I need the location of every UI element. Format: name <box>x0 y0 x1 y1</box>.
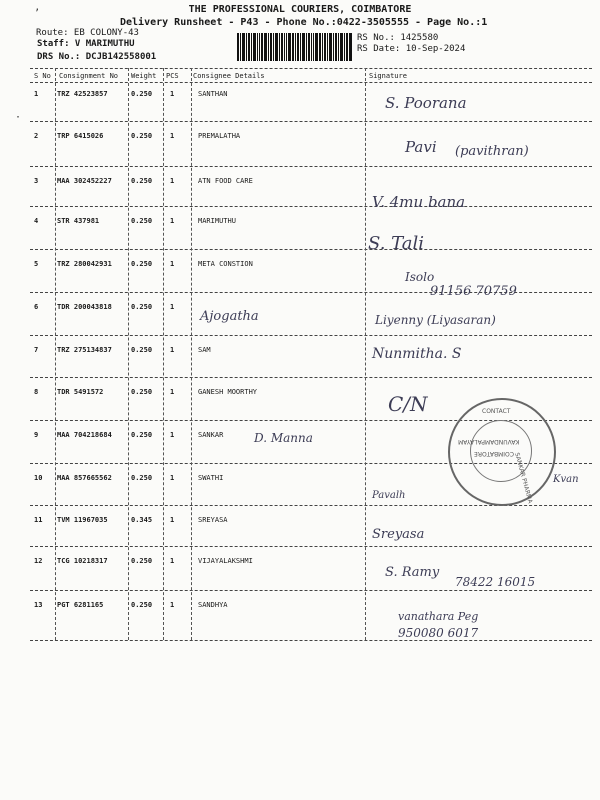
row-pcs: 1 <box>170 601 175 609</box>
table-rule <box>30 206 592 207</box>
row-pcs: 1 <box>170 217 175 225</box>
row-weight: 0.250 <box>131 177 153 185</box>
table-rule <box>30 590 592 591</box>
row-sno: 4 <box>34 217 39 225</box>
header-sno: S No <box>34 72 51 80</box>
row-sno: 5 <box>34 260 39 268</box>
row-consignee: SANKAR <box>198 431 224 439</box>
row-weight: 0.250 <box>131 557 153 565</box>
signature-row-10b: Kvan <box>553 474 579 485</box>
row-pcs: 1 <box>170 303 175 311</box>
header-consignment: Consignment No <box>59 72 119 80</box>
row-sno: 12 <box>34 557 43 565</box>
row-weight: 0.250 <box>131 260 153 268</box>
signature-row-12b: 78422 16015 <box>455 575 536 589</box>
row-consignee: SWATHI <box>198 474 224 482</box>
table-rule <box>30 166 592 167</box>
header-pcs: PCS <box>166 72 179 80</box>
row-consignee: PREMALATHA <box>198 132 241 140</box>
row-pcs: 1 <box>170 346 175 354</box>
header-consignee: Consignee Details <box>193 72 265 80</box>
row-weight: 0.250 <box>131 217 153 225</box>
row-sno: 10 <box>34 474 43 482</box>
stamp-line2-text: COIMBATORE <box>474 450 514 457</box>
row-pcs: 1 <box>170 90 175 98</box>
row-consignment-no: TRZ 42523857 <box>57 90 108 98</box>
row-pcs: 1 <box>170 388 175 396</box>
signature-row-5a: Isolo <box>405 270 435 284</box>
signature-row-2b: (pavithran) <box>455 144 529 159</box>
row-consignment-no: TCG 10218317 <box>57 557 108 565</box>
signature-row-2a: Pavi <box>405 138 437 156</box>
column-rule <box>128 68 129 640</box>
signature-row-11: Sreyasa <box>372 527 425 542</box>
signature-row-3: V. 4mu bana <box>372 193 466 211</box>
table-rule <box>30 546 592 547</box>
row-consignee: SAM <box>198 346 211 354</box>
row-pcs: 1 <box>170 431 175 439</box>
row-pcs: 1 <box>170 557 175 565</box>
column-rule <box>191 68 192 640</box>
row-sno: 1 <box>34 90 39 98</box>
signature-row-8: C/N <box>388 392 428 416</box>
staff-label: Staff: V MARIMUTHU <box>37 39 135 49</box>
scan-mark: ’ <box>34 8 41 19</box>
table-rule <box>30 121 592 122</box>
row-consignment-no: TRP 6415026 <box>57 132 104 140</box>
row-sno: 3 <box>34 177 39 185</box>
stamp-middle-text: KAVUNDAMPALAYAM <box>458 438 520 445</box>
row-consignee: MARIMUTHU <box>198 217 236 225</box>
barcode-image <box>237 33 352 61</box>
column-rule <box>365 68 366 640</box>
table-rule <box>30 82 592 83</box>
row-pcs: 1 <box>170 177 175 185</box>
row-pcs: 1 <box>170 260 175 268</box>
row-sno: 11 <box>34 516 43 524</box>
row-sno: 9 <box>34 431 39 439</box>
row-consignee: SANDHYA <box>198 601 228 609</box>
row-sno: 6 <box>34 303 39 311</box>
row-pcs: 1 <box>170 516 175 524</box>
row-consignment-no: TDR 200043818 <box>57 303 112 311</box>
row-consignment-no: MAA 857665562 <box>57 474 112 482</box>
table-rule <box>30 68 592 69</box>
row-weight: 0.250 <box>131 388 153 396</box>
row-consignment-no: PGT 6281165 <box>57 601 104 609</box>
row-consignee: SANTHAN <box>198 90 228 98</box>
row-weight: 0.250 <box>131 431 153 439</box>
scan-mark: · <box>15 112 22 123</box>
row-consignee: VIJAYALAKSHMI <box>198 557 253 565</box>
signature-row-7: Nunmitha. S <box>372 346 462 362</box>
row-sno: 8 <box>34 388 39 396</box>
runsheet-title: THE PROFESSIONAL COURIERS, COIMBATORE <box>188 4 412 15</box>
row-pcs: 1 <box>170 474 175 482</box>
signature-row-9: D. Manna <box>254 431 313 445</box>
rs-date: RS Date: 10-Sep-2024 <box>357 44 466 54</box>
row-consignment-no: TVM 11967035 <box>57 516 108 524</box>
row-consignee: META CONSTION <box>198 260 253 268</box>
signature-row-13a: vanathara Peg <box>398 610 479 623</box>
signature-row-10a: Pavalh <box>372 490 406 501</box>
row-consignee: GANESH MOORTHY <box>198 388 258 396</box>
row-consignee: SREYASA <box>198 516 228 524</box>
row-weight: 0.250 <box>131 90 153 98</box>
stamp-top-text: CONTACT <box>482 408 511 415</box>
signature-row-5b: 91156 70759 <box>430 284 517 299</box>
drs-number: DRS No.: DCJB142558001 <box>37 52 157 62</box>
row-consignment-no: TRZ 280042931 <box>57 260 112 268</box>
row-sno: 7 <box>34 346 39 354</box>
row-consignee: ATN FOOD CARE <box>198 177 253 185</box>
row-weight: 0.250 <box>131 303 153 311</box>
row-weight: 0.250 <box>131 346 153 354</box>
row-consignment-no: STR 437981 <box>57 217 100 225</box>
row-weight: 0.250 <box>131 132 153 140</box>
table-rule <box>30 640 592 641</box>
row-consignment-no: TDR 5491572 <box>57 388 104 396</box>
table-rule <box>30 377 592 378</box>
signature-row-4: S. Tali <box>368 233 424 254</box>
row-consignment-no: TRZ 275134837 <box>57 346 112 354</box>
company-stamp <box>448 398 556 506</box>
row-sno: 2 <box>34 132 39 140</box>
table-rule <box>30 249 592 250</box>
row-consignment-no: MAA 704218684 <box>57 431 112 439</box>
column-rule <box>55 68 56 640</box>
signature-row-1: S. Poorana <box>385 94 467 112</box>
row-consignment-no: MAA 302452227 <box>57 177 112 185</box>
row-weight: 0.250 <box>131 474 153 482</box>
rs-number: RS No.: 1425580 <box>357 33 439 43</box>
column-rule <box>163 68 164 640</box>
runsheet-subtitle: Delivery Runsheet - P43 - Phone No.:0422-3505555 - Page No.:1 <box>120 17 488 28</box>
signature-row-6a: Ajogatha <box>200 309 259 324</box>
header-signature: Signature <box>369 72 407 80</box>
signature-row-13b: 950080 6017 <box>398 626 479 640</box>
route-label: Route: EB COLONY-43 <box>36 28 139 38</box>
row-weight: 0.250 <box>131 601 153 609</box>
signature-row-12a: S. Ramy <box>385 565 440 580</box>
stamp-right-text: SANKAR PHARMA <box>513 452 534 505</box>
header-weight: Weight <box>131 72 157 80</box>
row-sno: 13 <box>34 601 43 609</box>
row-weight: 0.345 <box>131 516 153 524</box>
row-pcs: 1 <box>170 132 175 140</box>
signature-row-6b: Liyenny (Liyasaran) <box>375 313 496 327</box>
table-rule <box>30 335 592 336</box>
